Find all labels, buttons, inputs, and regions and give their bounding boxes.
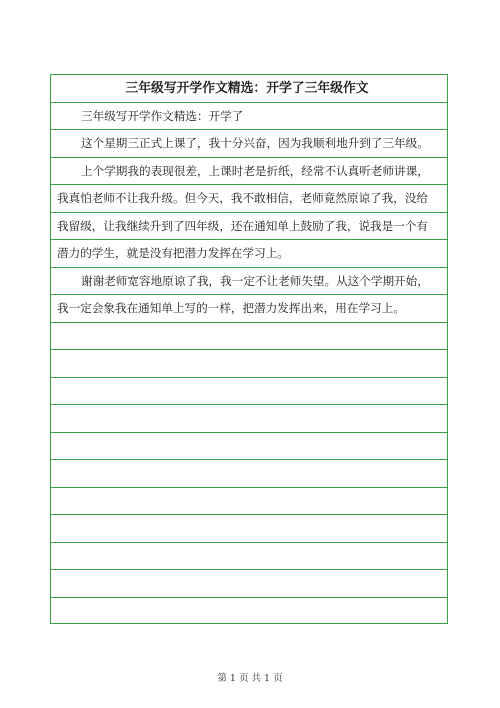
text-line: 我一定会象我在通知单上写的一样，把潜力发挥出来，用在学习上。 xyxy=(51,295,447,323)
empty-line xyxy=(51,323,447,351)
empty-line xyxy=(51,515,447,543)
text-line: 这个星期三正式上课了，我十分兴奋，因为我顺利地升到了三年级。 xyxy=(51,130,447,158)
text-line: 潜力的学生，就是没有把潜力发挥在学习上。 xyxy=(51,240,447,268)
text-line: 我真怕老师不让我升级。但今天，我不敢相信，老师竟然原谅了我，没给 xyxy=(51,185,447,213)
text-line: 三年级写开学作文精选：开学了 xyxy=(51,103,447,131)
empty-line xyxy=(51,433,447,461)
empty-line xyxy=(51,570,447,598)
empty-line xyxy=(51,350,447,378)
text-line: 我留级，让我继续升到了四年级，还在通知单上鼓励了我，说我是一个有 xyxy=(51,213,447,241)
empty-line xyxy=(51,460,447,488)
empty-line xyxy=(51,543,447,571)
page-footer: 第 1 页 共 1 页 xyxy=(217,673,283,684)
empty-line xyxy=(51,598,447,626)
empty-line xyxy=(51,488,447,516)
text-line: 上个学期我的表现很差，上课时老是折纸，经常不认真听老师讲课， xyxy=(51,158,447,186)
writing-sheet xyxy=(50,74,448,624)
empty-line xyxy=(51,378,447,406)
document-title: 三年级写开学作文精选：开学了三年级作文 xyxy=(51,75,447,103)
empty-line xyxy=(51,405,447,433)
text-line: 谢谢老师宽容地原谅了我，我一定不让老师失望。从这个学期开始， xyxy=(51,268,447,296)
